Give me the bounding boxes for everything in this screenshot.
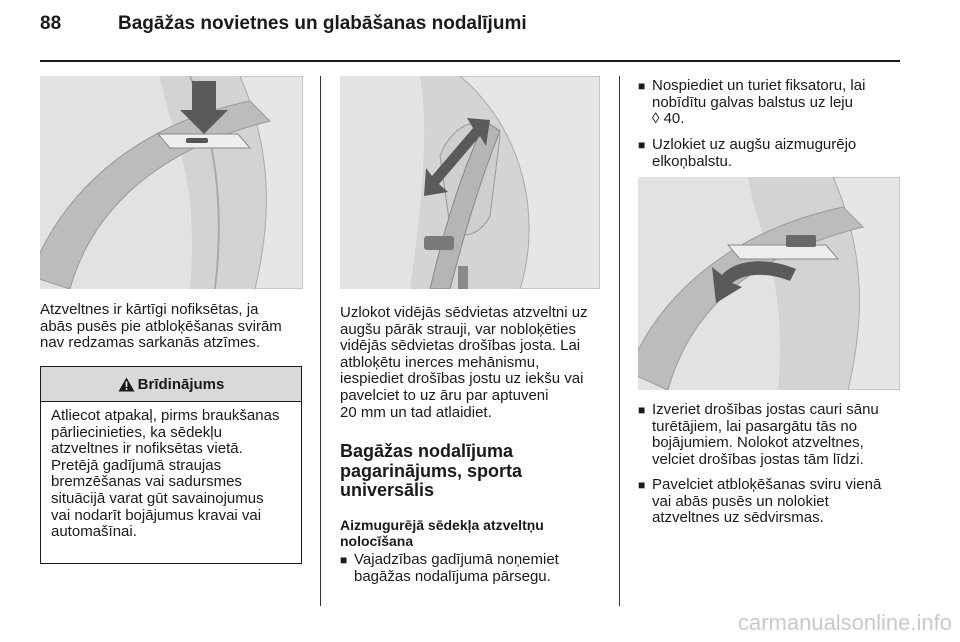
text-line: vidējās sēdvietas drošības josta. Lai [340, 337, 581, 355]
subsection-heading [340, 517, 544, 549]
bullet-item [638, 477, 881, 527]
warning-triangle-icon [118, 377, 135, 392]
page-title: Bagāžas novietnes un glabāšanas nodalījumi [118, 13, 527, 34]
text-line: vai nodarīt bojājumus kravai vai [51, 506, 262, 524]
illustration-seatback-lock [40, 76, 303, 289]
text-line: 20 mm un tad atlaidiet. [340, 403, 492, 421]
bullet-square-icon: ■ [340, 553, 348, 567]
warning-header [41, 367, 301, 402]
column-divider-right [619, 76, 620, 606]
heading-line: universālis [340, 480, 435, 500]
text-line: vai abās pusēs un nolokiet [652, 492, 829, 510]
text-line: bojājumiem. Nolokot atzveltnes, [652, 434, 864, 452]
text-line: elkoņbalstu. [652, 152, 733, 170]
text-line: velciet drošības jostas tām līdzi. [652, 450, 864, 468]
bullet-square-icon: ■ [638, 403, 646, 417]
bullet-square-icon: ■ [638, 79, 646, 93]
text-line: Pretējā gadījumā straujas [51, 456, 222, 474]
text-line: Izveriet drošības jostas cauri sānu [652, 401, 879, 418]
bullet-item [638, 137, 856, 170]
heading-line: pagarinājums, sporta [340, 460, 523, 481]
illustration-release-lever [638, 177, 900, 390]
text-line: nobīdītu galvas balstus uz leju [652, 93, 853, 111]
text-line: atbloķētu inerces mehānismu, [340, 353, 540, 371]
text-line: bremzēšanas vai sadursmes [51, 473, 242, 491]
text-line: Vajadzības gadījumā noņemiet [354, 551, 559, 568]
bullet-square-icon: ■ [638, 138, 646, 152]
bullet-square-icon: ■ [638, 478, 646, 492]
seatbelt-unlock-paragraph [340, 305, 588, 421]
warning-body [41, 402, 301, 541]
text-line: pavelciet to uz āru par aptuveni [340, 386, 549, 404]
text-line: Atzveltnes ir kārtīgi nofiksētas, ja [40, 301, 259, 318]
bullet-item [638, 402, 879, 468]
text-line: Atliecot atpakaļ, pirms braukšanas [51, 407, 280, 424]
warning-title: Brīdinājums [137, 375, 225, 393]
warning-box [40, 366, 302, 564]
text-line: situācijā varat gūt savainojumus [51, 489, 264, 507]
page-reference-link[interactable]: ◊ 40. [652, 110, 685, 128]
text-line: abās pusēs pie atbloķēšanas svirām [40, 317, 282, 335]
text-line: augšu pārāk strauji, var nobloķēties [340, 320, 576, 338]
heading-line: Aizmugurējā sēdekļa atzveltņu [340, 517, 544, 533]
text-line: Uzlokiet uz augšu aizmugurējo [652, 136, 857, 153]
header-rule [40, 60, 900, 62]
watermark: carmanualsonline.info [737, 610, 952, 635]
text-line: turētājiem, lai pasargātu tās no [652, 417, 858, 435]
text-line: pārliecinieties, ka sēdekļu [51, 423, 222, 441]
bullet-item [340, 552, 559, 585]
seatback-lock-paragraph [40, 302, 282, 352]
illustration-middle-seatbelt [340, 76, 600, 289]
page-number: 88 [40, 13, 62, 34]
text-line: iespiediet drošības jostu uz iekšu vai [340, 370, 584, 388]
text-line: Uzlokot vidējās sēdvietas atzveltni uz [340, 304, 588, 321]
text-line: automašīnai. [51, 523, 137, 541]
text-line: Pavelciet atbloķēšanas sviru vienā [652, 476, 882, 493]
heading-line: Bagāžas nodalījuma [340, 441, 514, 461]
text-line: atzveltnes ir nofiksētas vietā. [51, 440, 243, 458]
bullet-item [638, 78, 865, 128]
text-line: atzveltnes uz sēdvirsmas. [652, 509, 824, 527]
text-line: nav redzamas sarkanās atzīmes. [40, 334, 261, 352]
text-line: Nospiediet un turiet fiksatoru, lai [652, 77, 866, 94]
text-line: bagāžas nodalījuma pārsegu. [354, 567, 551, 585]
column-divider-left [320, 76, 321, 606]
section-heading [340, 442, 522, 501]
heading-line: nolocīšana [340, 533, 414, 549]
